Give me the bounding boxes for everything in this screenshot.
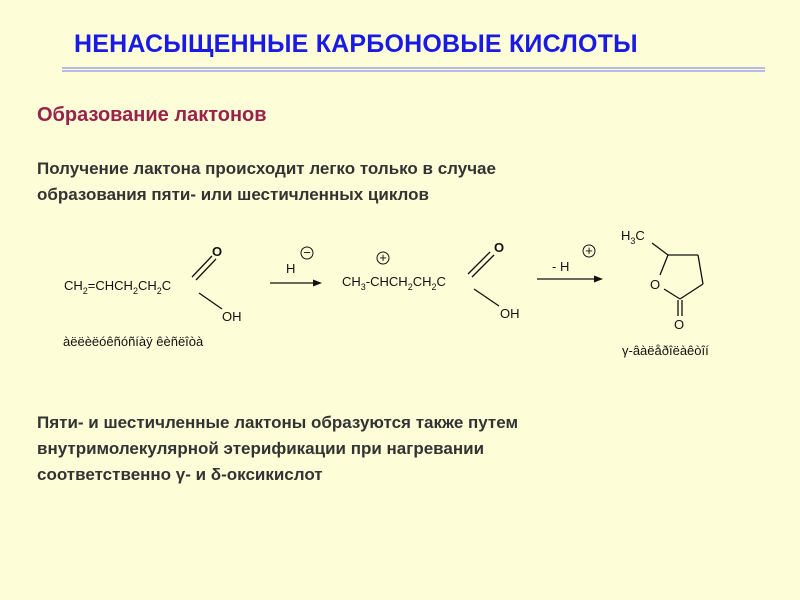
step2-charge: + [585, 243, 593, 258]
intermediate-oh: OH [500, 306, 520, 321]
intermediate-oxygen: O [494, 240, 505, 255]
step1-reagent: H [286, 261, 296, 276]
reactant-molecule [63, 244, 242, 349]
page-title: НЕНАСЫЩЕННЫЕ КАРБОНОВЫЕ КИСЛОТЫ [74, 30, 638, 58]
reactant-formula: $CH_2=CHCH_2CH_2C$ [64, 278, 172, 296]
reaction-arrow-2 [537, 243, 603, 283]
step1-charge: − [303, 245, 311, 260]
product-molecule [621, 228, 709, 358]
arrow-2-head [594, 276, 603, 283]
product-carbonyl-oxygen: O [674, 317, 685, 332]
reactant-oxygen: O [212, 244, 223, 259]
product-bond-ring-2 [664, 289, 680, 299]
paragraph-lactones [37, 410, 518, 488]
section-subtitle: Образование лактонов [37, 104, 267, 126]
product-bond-ring-4 [698, 255, 703, 284]
reactant-caption: àëëèëóêñóñíàÿ êèñëîòà [63, 334, 204, 349]
paragraph-intro-line-1: Получение лактона происходит легко только в случае [37, 159, 496, 178]
step2-reagent: - H [552, 259, 570, 274]
reactant-oh: OH [222, 309, 242, 324]
intermediate-charge: + [379, 250, 387, 265]
intermediate-formula: $CH_3-CHCH_2CH_2C$ [342, 274, 446, 292]
intermediate-oh-bond [474, 289, 499, 306]
product-bond-ring-1 [660, 255, 668, 275]
reaction-arrow-1 [270, 245, 322, 287]
arrow-1-head [313, 280, 322, 287]
paragraph-lactones-line-3: соответственно γ- и δ-оксикислот [37, 465, 323, 484]
product-methyl: $H_3C$ [621, 228, 645, 246]
product-ring-oxygen: O [650, 277, 661, 292]
paragraph-intro-line-2: образования пяти- или шестичленных циклов [37, 185, 429, 204]
product-caption: γ-âàëåðîëàêòîí [622, 343, 709, 358]
product-bond-ring-3 [680, 284, 703, 299]
reactant-oh-bond [199, 293, 222, 309]
paragraph-lactones-line-1: Пяти- и шестичленные лактоны образуются также путем [37, 413, 519, 432]
intermediate-molecule [342, 240, 520, 321]
product-bond-methyl [652, 243, 668, 255]
paragraph-lactones-line-2: внутримолекулярной этерификации при нагревании [37, 439, 485, 458]
